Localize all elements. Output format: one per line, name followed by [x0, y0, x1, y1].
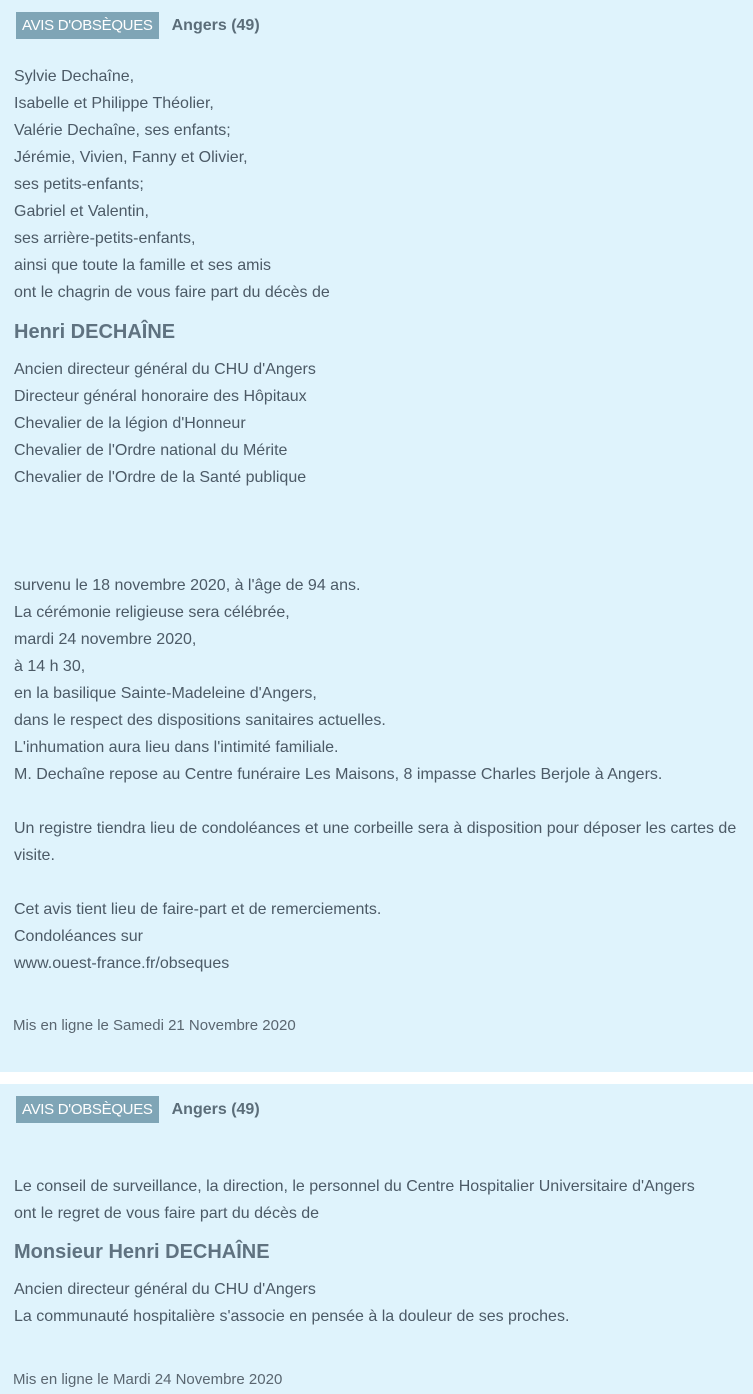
text-line: Ancien directeur général du CHU d'Angers	[14, 361, 316, 378]
text-line: Valérie Dechaîne, ses enfants;	[14, 122, 231, 139]
text-line: ses petits-enfants;	[14, 176, 144, 193]
family-announcement	[14, 63, 330, 306]
notice-location[interactable]: Angers (49)	[171, 1100, 260, 1118]
deceased-name: Monsieur Henri DECHAÎNE	[14, 1241, 270, 1263]
notice-header	[16, 12, 260, 39]
text-line: ainsi que toute la famille et ses amis	[14, 257, 272, 274]
text-line: www.ouest-france.fr/obseques	[14, 955, 230, 972]
text-line: Cet avis tient lieu de faire-part et de remerciements.	[14, 901, 382, 918]
deceased-titles	[14, 1276, 569, 1330]
text-paragraph: Le conseil de surveillance, la direction, le personnel du Centre Hospitalier Universitaire d'Angers ont le regret de vous faire part du décès de	[14, 1178, 695, 1222]
text-line: ont le chagrin de vous faire part du décès de	[14, 284, 330, 301]
thanks-note	[14, 896, 381, 977]
text-line: Sylvie Dechaîne,	[14, 68, 135, 85]
text-line: Chevalier de la légion d'Honneur	[14, 415, 246, 432]
text-line: L'inhumation aura lieu dans l'intimité familiale.	[14, 739, 339, 756]
text-line: Directeur général honoraire des Hôpitaux	[14, 388, 307, 405]
text-line: mardi 24 novembre 2020,	[14, 631, 197, 648]
posted-date: Mis en ligne le Mardi 24 Novembre 2020	[13, 1371, 283, 1388]
deceased-titles	[14, 356, 316, 491]
ceremony-details	[14, 572, 662, 788]
text-line: Gabriel et Valentin,	[14, 203, 149, 220]
notice-type-badge[interactable]: AVIS D'OBSÈQUES	[16, 12, 159, 39]
text-line: Chevalier de l'Ordre national du Mérite	[14, 442, 288, 459]
text-line: Isabelle et Philippe Théolier,	[14, 95, 214, 112]
institution-announcement	[14, 1173, 714, 1227]
obituary-notice	[0, 1084, 753, 1394]
text-line: en la basilique Sainte-Madeleine d'Angers,	[14, 685, 317, 702]
text-line: La cérémonie religieuse sera célébrée,	[14, 604, 290, 621]
text-line: survenu le 18 novembre 2020, à l'âge de 94 ans.	[14, 577, 361, 594]
text-line: Ancien directeur général du CHU d'Angers	[14, 1281, 316, 1298]
text-line: Chevalier de l'Ordre de la Santé publique	[14, 469, 307, 486]
notice-header	[16, 1096, 260, 1123]
condolence-registry	[14, 815, 749, 869]
text-line: La communauté hospitalière s'associe en pensée à la douleur de ses proches.	[14, 1308, 570, 1325]
text-line: dans le respect des dispositions sanitaires actuelles.	[14, 712, 386, 729]
notice-type-badge[interactable]: AVIS D'OBSÈQUES	[16, 1096, 159, 1123]
text-line: Condoléances sur	[14, 928, 143, 945]
text-line: M. Dechaîne repose au Centre funéraire Les Maisons, 8 impasse Charles Berjole à Angers.	[14, 766, 663, 783]
text-paragraph: Un registre tiendra lieu de condoléances et une corbeille sera à disposition pour déposer les cartes de visite.	[14, 820, 737, 864]
notice-location[interactable]: Angers (49)	[171, 16, 260, 34]
posted-date: Mis en ligne le Samedi 21 Novembre 2020	[13, 1017, 296, 1034]
text-line: ses arrière-petits-enfants,	[14, 230, 196, 247]
text-line: à 14 h 30,	[14, 658, 86, 675]
text-line: Jérémie, Vivien, Fanny et Olivier,	[14, 149, 248, 166]
deceased-name: Henri DECHAÎNE	[14, 321, 176, 343]
